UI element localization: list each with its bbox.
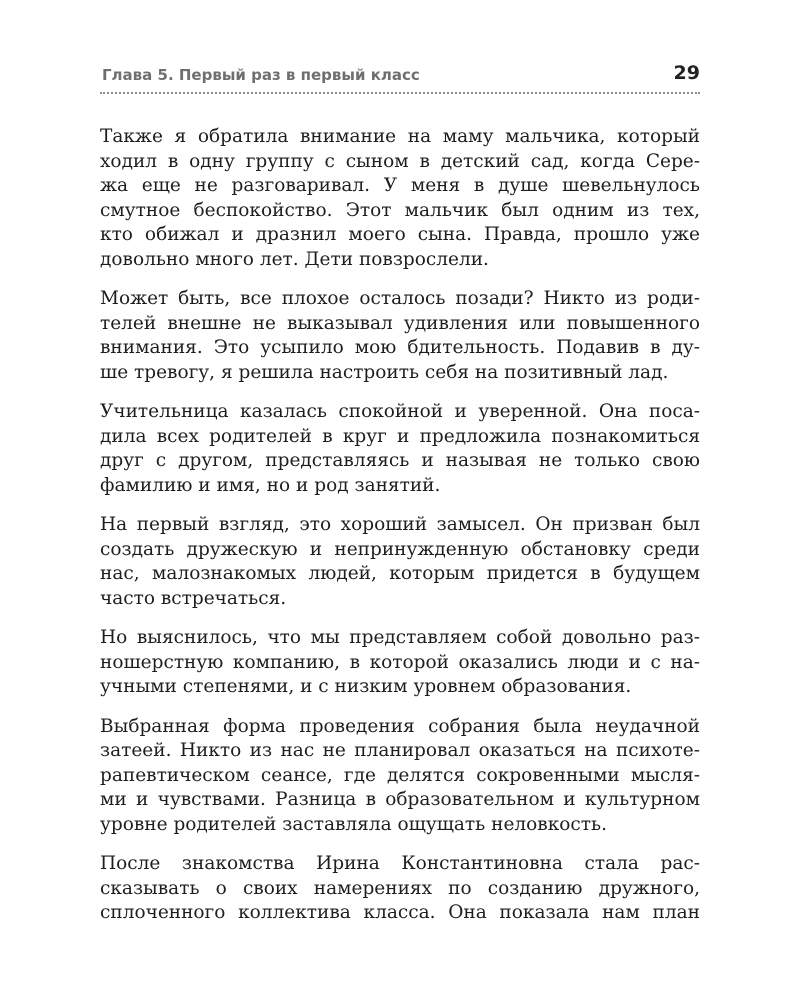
text-line: кто обижал и дразнил моего сына. Правда, прошло уже	[100, 224, 700, 245]
text-line: ше тревогу, я решила настроить себя на позитивный лад.	[100, 361, 669, 383]
text-line: Может быть, все плохое осталось позади? Никто из роди-	[100, 288, 700, 309]
text-line: создать дружескую и непринужденную обстановку среди	[100, 538, 700, 560]
text-line: сплоченного коллектива класса. Она показала нам план	[100, 902, 700, 923]
text-line: ношерстную компанию, в которой оказались люди и с на-	[100, 651, 700, 673]
body-text	[100, 125, 700, 941]
text-line: довольно много лет. Дети повзрослели.	[100, 248, 489, 270]
text-line: уровне родителей заставляла ощущать неловкость.	[100, 813, 607, 835]
running-header	[100, 62, 700, 94]
text-line: Учительница казалась спокойной и уверенной. Она поса-	[100, 401, 700, 422]
paragraph	[100, 626, 700, 700]
text-line: часто встречаться.	[100, 587, 287, 609]
text-line: ми и чувствами. Разница в образовательном и культурном	[100, 789, 700, 810]
text-line: друг с другом, представляясь и называя не только свою	[100, 450, 700, 471]
text-line: После знакомства Ирина Константиновна стала рас-	[100, 853, 700, 874]
text-line: Выбранная форма проведения собрания была неудачной	[100, 715, 700, 737]
text-line: ходил в одну группу с сыном в детский сад, когда Сере-	[100, 150, 700, 172]
text-line: жа еще не разговаривал. У меня в душе шевельнулось	[100, 175, 700, 196]
paragraph	[100, 715, 700, 838]
chapter-title: Глава 5. Первый раз в первый класс	[102, 66, 420, 84]
text-line: фамилию и имя, но и род занятий.	[100, 474, 441, 496]
text-line: затеей. Никто из нас не планировал оказаться на психоте-	[100, 740, 700, 761]
text-line: На первый взгляд, это хороший замысел. Он призван был	[100, 514, 700, 535]
text-line: нас, малознакомых людей, которым придется в будущем	[100, 563, 700, 584]
paragraph	[100, 852, 700, 926]
text-line: внимания. Это усыпило мою бдительность. Подавив в ду-	[100, 337, 700, 358]
paragraph	[100, 400, 700, 498]
paragraph	[100, 287, 700, 385]
text-line: сказывать о своих намерениях по созданию дружного,	[100, 877, 700, 899]
page-number: 29	[673, 62, 700, 84]
text-line: телей внешне не выказывал удивления или повышенного	[100, 312, 700, 334]
paragraph	[100, 513, 700, 611]
text-line: рапевтическом сеансе, где делятся сокровенными мысля-	[100, 764, 700, 786]
text-line: смутное беспокойство. Этот мальчик был одним из тех,	[100, 199, 700, 221]
paragraph	[100, 125, 700, 272]
text-line: Также я обратила внимание на маму мальчика, который	[100, 126, 700, 147]
text-line: Но выяснилось, что мы представляем собой довольно раз-	[100, 627, 700, 648]
text-line: дила всех родителей в круг и предложила познакомиться	[100, 425, 700, 447]
text-line: учными степенями, и с низким уровнем образования.	[100, 676, 632, 697]
